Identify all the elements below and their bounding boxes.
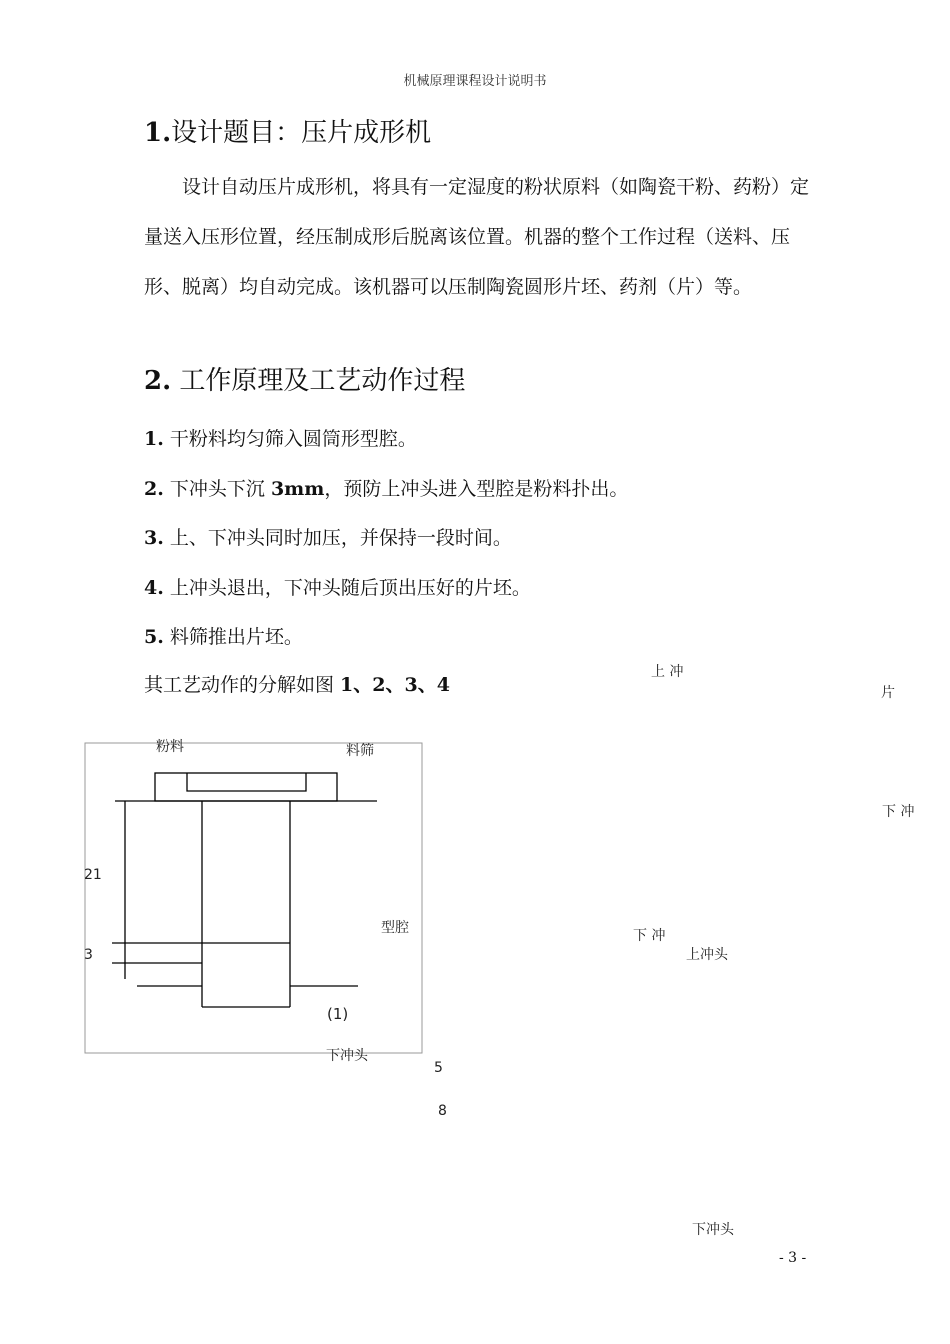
step-text: 上冲头退出，下冲头随后顶出压好的片坯。: [169, 577, 531, 599]
lower-punch-head-label: 下冲头: [692, 1222, 734, 1238]
sieve-label: 料筛: [346, 743, 374, 759]
powder-trough: [187, 773, 306, 791]
step-number: 5.: [144, 626, 164, 648]
upper-punch-label: 上 冲: [651, 664, 684, 680]
upper-punch-head-label: 上冲头: [686, 947, 728, 963]
dimension-5: 5: [434, 1060, 443, 1076]
section-1-paragraph: 设计自动压片成形机，将具有一定湿度的粉状原料（如陶瓷干粉、药粉）定量送入压形位置，经压制成形后脱离该位置。机器的整个工作过程（送料、压形、脱离）均自动完成。该机器可以压制陶瓷圆形片坯、药剂（片）等。: [144, 176, 810, 298]
step-text: 干粉料均匀筛入圆筒形型腔。: [169, 428, 417, 450]
dimension-3: 3: [84, 947, 93, 963]
powder-label: 粉料: [156, 739, 184, 755]
figure-intro-text: 其工艺动作的分解如图: [144, 674, 341, 696]
step-value: 3mm: [270, 478, 325, 500]
figure-1-caption: (1): [327, 1005, 349, 1023]
lower-punch-label: 下 冲: [882, 804, 915, 820]
section-2-title: 工作原理及工艺动作过程: [179, 366, 466, 396]
lower-punch-label: 下 冲: [633, 928, 666, 944]
step-number: 1.: [144, 428, 164, 450]
step-text-tail: ，预防上冲头进入型腔是粉料扑出。: [324, 478, 629, 500]
step-number: 4.: [144, 577, 164, 599]
step-text: 上、下冲头同时加压，并保持一段时间。: [169, 527, 512, 549]
page-number: - 3 -: [779, 1250, 807, 1266]
step-number: 2.: [144, 478, 164, 500]
step-text: 下冲头下沉: [169, 478, 271, 500]
figure-refs: 1、2、3、4: [340, 674, 450, 696]
cavity-label: 型腔: [381, 920, 409, 936]
page-header: 机械原理课程设计说明书: [403, 74, 547, 89]
lower-punch-label: 下冲头: [326, 1048, 368, 1064]
section-1-number: 1.: [144, 118, 172, 148]
sieve-box: [155, 773, 337, 801]
section-1-title: 设计题目：压片成形机: [171, 118, 432, 148]
step-number: 3.: [144, 527, 164, 549]
dimension-21: 21: [84, 867, 102, 883]
section-2-number: 2.: [144, 366, 172, 396]
tablet-label: 片: [881, 685, 895, 701]
dimension-8: 8: [438, 1103, 447, 1119]
step-text: 料筛推出片坯。: [169, 626, 303, 648]
